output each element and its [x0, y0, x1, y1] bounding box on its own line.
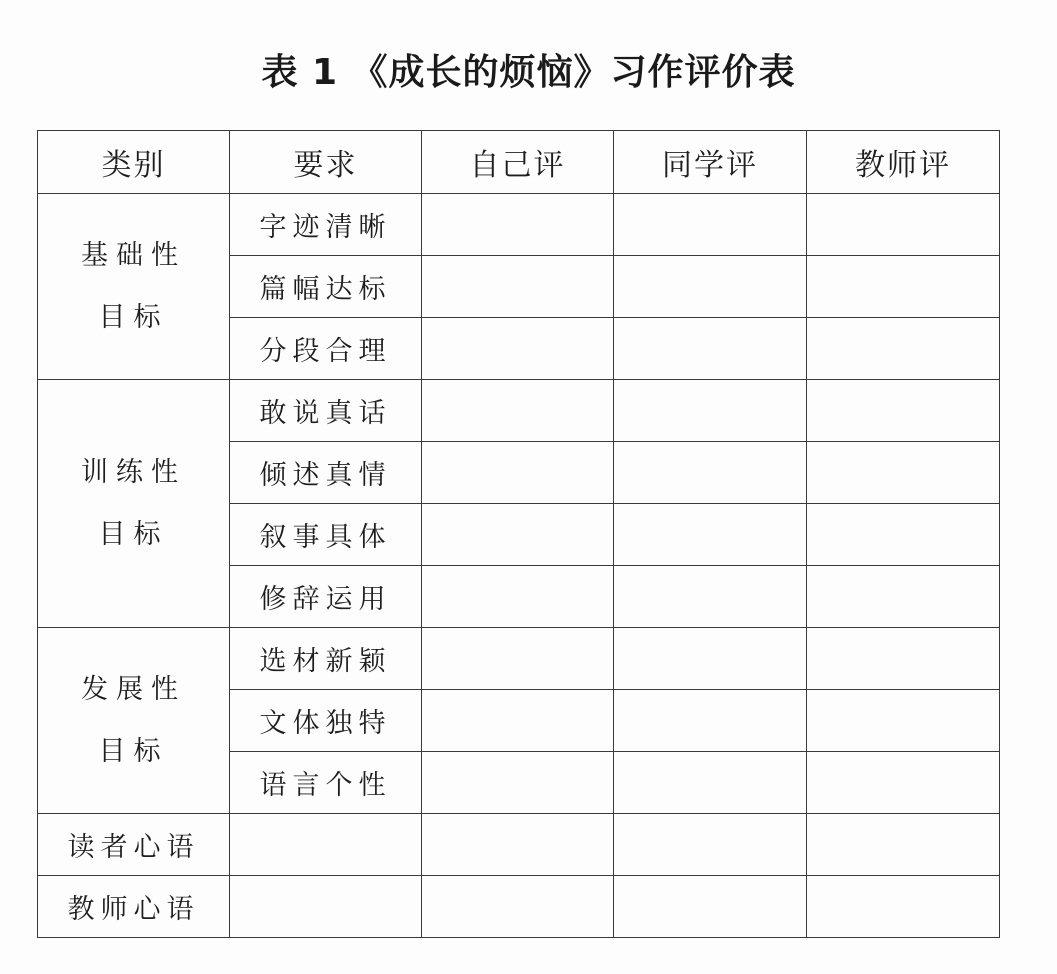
- teacher-eval-cell[interactable]: [807, 752, 1000, 814]
- header-category: 类别: [38, 131, 230, 194]
- table-title: 表 1 《成长的烦恼》习作评价表: [261, 52, 796, 93]
- peer-eval-cell[interactable]: [614, 194, 807, 256]
- table-row: [38, 876, 1000, 938]
- header-self-eval: 自己评: [422, 131, 614, 194]
- teacher-eval-cell[interactable]: [807, 442, 1000, 504]
- teacher-eval-cell[interactable]: [807, 194, 1000, 256]
- peer-eval-cell[interactable]: [614, 318, 807, 380]
- teacher-eval-cell[interactable]: [807, 504, 1000, 566]
- self-eval-cell[interactable]: [422, 380, 614, 442]
- category-line2: 目标: [98, 518, 169, 550]
- peer-eval-cell[interactable]: [614, 380, 807, 442]
- category-line1: 基础性: [81, 239, 186, 271]
- teacher-eval-cell[interactable]: [807, 690, 1000, 752]
- category-line1: 发展性: [81, 673, 186, 705]
- self-eval-cell[interactable]: [422, 690, 614, 752]
- reader-notes-cell[interactable]: [422, 814, 614, 876]
- teacher-notes-cell[interactable]: [807, 876, 1000, 938]
- teacher-notes-cell[interactable]: [614, 876, 807, 938]
- peer-eval-cell[interactable]: [614, 628, 807, 690]
- table-row: [38, 380, 1000, 442]
- category-cell-development: [38, 628, 230, 814]
- requirement-cell: 字迹清晰: [230, 194, 422, 256]
- self-eval-cell[interactable]: [422, 628, 614, 690]
- reader-notes-cell[interactable]: [614, 814, 807, 876]
- teacher-notes-label: 教师心语: [38, 876, 230, 938]
- self-eval-cell[interactable]: [422, 566, 614, 628]
- teacher-eval-cell[interactable]: [807, 380, 1000, 442]
- requirement-cell: 文体独特: [230, 690, 422, 752]
- requirement-cell: 倾述真情: [230, 442, 422, 504]
- teacher-notes-cell[interactable]: [422, 876, 614, 938]
- reader-notes-cell[interactable]: [230, 814, 422, 876]
- table-row: [38, 194, 1000, 256]
- table-row: [38, 628, 1000, 690]
- teacher-eval-cell[interactable]: [807, 566, 1000, 628]
- category-cell-basic: [38, 194, 230, 380]
- requirement-cell: 语言个性: [230, 752, 422, 814]
- requirement-cell: 分段合理: [230, 318, 422, 380]
- self-eval-cell[interactable]: [422, 504, 614, 566]
- header-requirement: 要求: [230, 131, 422, 194]
- header-row: [38, 131, 1000, 194]
- evaluation-table: [37, 130, 1000, 938]
- teacher-eval-cell[interactable]: [807, 256, 1000, 318]
- self-eval-cell[interactable]: [422, 318, 614, 380]
- requirement-cell: 叙事具体: [230, 504, 422, 566]
- category-cell-training: [38, 380, 230, 628]
- peer-eval-cell[interactable]: [614, 442, 807, 504]
- peer-eval-cell[interactable]: [614, 256, 807, 318]
- self-eval-cell[interactable]: [422, 752, 614, 814]
- peer-eval-cell[interactable]: [614, 504, 807, 566]
- reader-notes-cell[interactable]: [807, 814, 1000, 876]
- teacher-eval-cell[interactable]: [807, 318, 1000, 380]
- self-eval-cell[interactable]: [422, 442, 614, 504]
- peer-eval-cell[interactable]: [614, 690, 807, 752]
- category-line2: 目标: [98, 301, 169, 333]
- requirement-cell: 修辞运用: [230, 566, 422, 628]
- table-row: [38, 814, 1000, 876]
- category-line1: 训练性: [81, 456, 186, 488]
- self-eval-cell[interactable]: [422, 194, 614, 256]
- requirement-cell: 选材新颖: [230, 628, 422, 690]
- reader-notes-label: 读者心语: [38, 814, 230, 876]
- peer-eval-cell[interactable]: [614, 566, 807, 628]
- peer-eval-cell[interactable]: [614, 752, 807, 814]
- requirement-cell: 敢说真话: [230, 380, 422, 442]
- category-line2: 目标: [98, 735, 169, 767]
- teacher-eval-cell[interactable]: [807, 628, 1000, 690]
- header-peer-eval: 同学评: [614, 131, 807, 194]
- header-teacher-eval: 教师评: [807, 131, 1000, 194]
- teacher-notes-cell[interactable]: [230, 876, 422, 938]
- self-eval-cell[interactable]: [422, 256, 614, 318]
- requirement-cell: 篇幅达标: [230, 256, 422, 318]
